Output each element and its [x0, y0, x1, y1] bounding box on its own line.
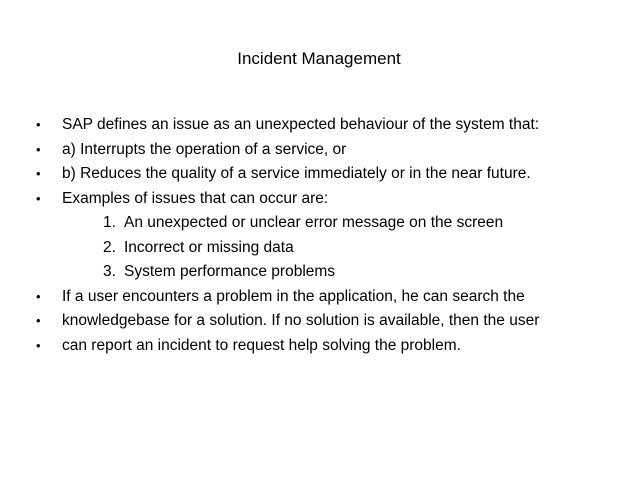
bullet-dot-icon: •	[36, 337, 41, 353]
item-number: 2.	[103, 238, 116, 256]
numbered-item	[36, 261, 626, 282]
bullet-item	[36, 163, 626, 184]
bullet-text: If a user encounters a problem in the application, he can search the	[62, 287, 525, 305]
item-text: An unexpected or unclear error message on the screen	[124, 214, 504, 231]
bullet-text: Examples of issues that can occur are:	[62, 189, 329, 207]
bullet-dot-icon: •	[36, 141, 41, 157]
bullet-dot-icon: •	[36, 288, 41, 304]
bullet-text: can report an incident to request help solving the problem.	[62, 336, 461, 354]
item-text: Incorrect or missing data	[124, 238, 294, 256]
bullet-item	[36, 310, 626, 331]
bullet-text: b) Reduces the quality of a service immediately or in the near future.	[62, 165, 531, 182]
numbered-item	[36, 237, 626, 258]
bullet-item	[36, 188, 626, 209]
item-text: System performance problems	[124, 263, 336, 280]
item-number: 3.	[103, 263, 116, 280]
bullet-item	[36, 114, 626, 135]
bullet-dot-icon: •	[36, 117, 41, 132]
numbered-item	[36, 212, 626, 233]
bullet-item	[36, 139, 626, 160]
bullet-dot-icon: •	[36, 190, 41, 206]
bullet-item	[36, 286, 626, 307]
slide-title: Incident Management	[237, 49, 401, 68]
slide-content	[36, 114, 626, 359]
item-number: 1.	[103, 214, 116, 231]
bullet-item	[36, 335, 626, 356]
numbered-sublist	[36, 212, 626, 282]
bullet-dot-icon: •	[36, 166, 41, 181]
bullet-dot-icon: •	[36, 313, 41, 328]
bullet-text: knowledgebase for a solution. If no solution is available, then the user	[62, 312, 540, 329]
bullet-text: a) Interrupts the operation of a service, or	[62, 140, 347, 158]
bullet-text: SAP defines an issue as an unexpected behaviour of the system that:	[62, 116, 540, 133]
